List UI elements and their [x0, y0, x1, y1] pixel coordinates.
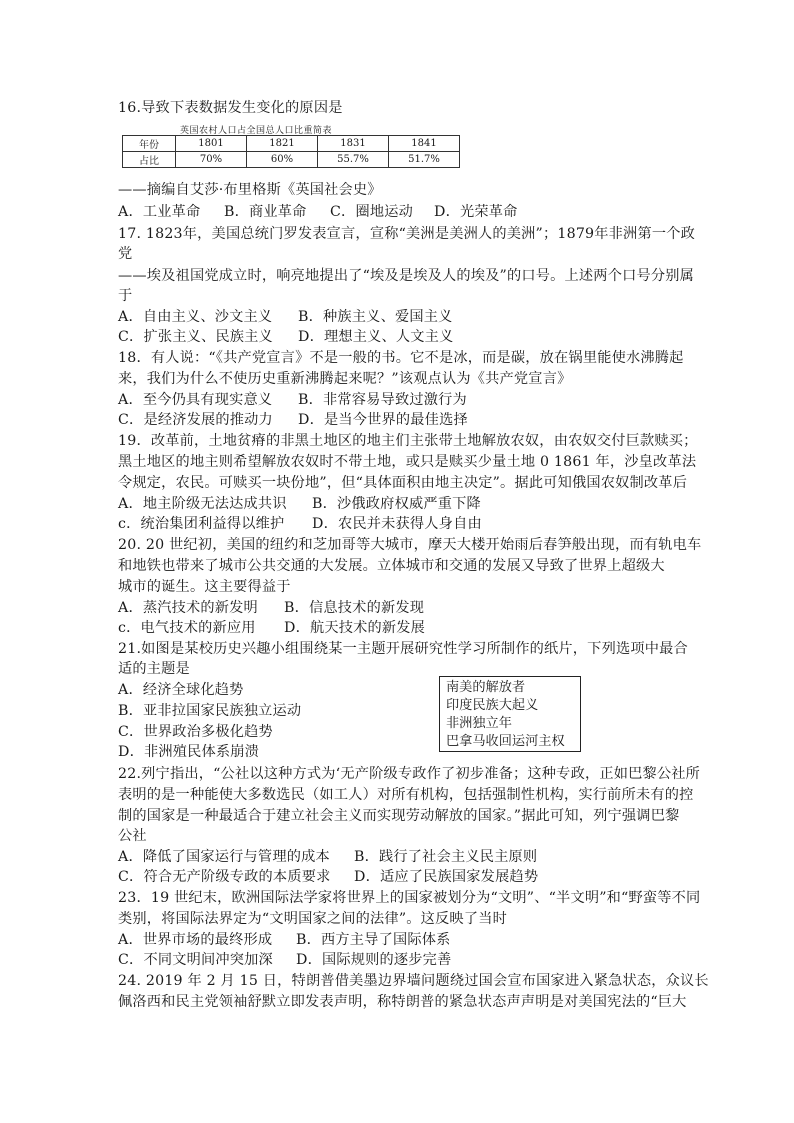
- q16-source: ——摘编自艾莎·布里格斯《英国社会史》: [118, 182, 382, 198]
- table-cell: 1801: [176, 136, 247, 152]
- table-cell: 1831: [318, 136, 389, 152]
- q23-option-a[interactable]: A．世界市场的最终形成: [118, 932, 273, 948]
- table-cell: 70%: [176, 152, 247, 168]
- q22-option-c[interactable]: C．符合无产阶级专政的本质要求: [118, 869, 331, 885]
- q20-option-a[interactable]: A．蒸汽技术的新发明: [118, 600, 258, 616]
- q17-line-4: 于: [118, 288, 133, 304]
- q19-line-2: 黑土地区的地主则希望解放农奴时不带土地，或只是赎买少量土地 0 1861 年，沙皇改革法: [118, 454, 697, 470]
- table-cell: 1841: [389, 136, 460, 152]
- q17-line-3: ——埃及祖国党成立时，响亮地提出了“埃及是埃及人的埃及”的口号。上述两个口号分别属: [118, 268, 695, 284]
- q18-line-1: 18．有人说：“《共产党宣言》不是一般的书。它不是冰，而是碳，放在锅里能使水沸腾起: [118, 350, 684, 366]
- q20-line-1: 20. 20 世纪初，美国的纽约和芝加哥等大城市，摩天大楼开始雨后春笋般出现，而有轨电车: [118, 537, 702, 553]
- q18-option-c[interactable]: C．是经济发展的推动力: [118, 412, 273, 428]
- q16-option-d[interactable]: D．光荣革命: [434, 204, 518, 220]
- q23-option-c[interactable]: C．不同文明间冲突加深: [118, 952, 273, 968]
- q16-data-table: [122, 135, 460, 168]
- note-line: 印度民族大起义: [446, 698, 539, 713]
- q22-option-d[interactable]: D．适应了民族国家发展趋势: [354, 869, 539, 885]
- table-cell: 60%: [247, 152, 318, 168]
- q19-option-c[interactable]: c．统治集团利益得以维护: [118, 516, 285, 532]
- q19-option-a[interactable]: A．地主阶级无法达成共识: [118, 496, 287, 512]
- note-line: 巴拿马收回运河主权: [446, 734, 565, 749]
- q17-options-row2: [118, 327, 453, 347]
- q17-option-d[interactable]: D．理想主义、人文主义: [298, 329, 454, 345]
- q17-line-1: 17. 1823年，美国总统门罗发表宣言，宣称“美洲是美洲人的美洲”；1879年非洲第一个政: [118, 226, 695, 242]
- q19-option-d[interactable]: D．农民并未获得人身自由: [312, 516, 482, 532]
- q18-option-b[interactable]: B．非常容易导致过激行为: [298, 392, 467, 408]
- q23-option-b[interactable]: B．西方主导了国际体系: [296, 932, 451, 948]
- q18-line-2: 来，我们为什么不使历史重新沸腾起来呢？”该观点认为《共产党宣言》: [118, 371, 572, 387]
- note-line: 非洲独立年: [446, 716, 512, 731]
- q22-option-b[interactable]: B．践行了社会主义民主原则: [354, 849, 538, 865]
- table-row: [123, 136, 460, 152]
- q24-line-2: 佩洛西和民主党领袖舒默立即发表声明，称特朗普的紧急状态声声明是对美国宪法的“巨大: [118, 994, 687, 1010]
- q21-line-1: 21.如图是某校历史兴趣小组围绕某一主题开展研究性学习所制作的纸片，下列选项中最合: [118, 641, 688, 657]
- q18-options-row1: [118, 390, 467, 410]
- q22-option-a[interactable]: A．降低了国家运行与管理的成本: [118, 849, 330, 865]
- q22-line-4: 公社: [118, 828, 147, 844]
- q17-option-c[interactable]: C．扩张主义、民族主义: [118, 329, 273, 345]
- q23-line-2: 类别，将国际法界定为“文明国家之间的法律”。这反映了当时: [118, 911, 507, 927]
- q22-options-row1: [118, 847, 537, 867]
- q16-option-a[interactable]: A．工业革命: [118, 204, 201, 220]
- q16-table-caption: 英国农村人口占全国总人口比重简表: [180, 126, 333, 136]
- q21-option-d[interactable]: D．非洲殖民体系崩溃: [118, 744, 260, 760]
- table-cell: 1821: [247, 136, 318, 152]
- q19-options-row2: [118, 514, 482, 534]
- q24-line-1: 24. 2019 年 2 月 15 日，特朗普借美墨边界墙问题绕过国会宣布国家进入紧急状态，众议长: [118, 973, 709, 989]
- q17-line-2: 党: [118, 246, 133, 262]
- q20-option-b[interactable]: B．信息技术的新发现: [284, 600, 425, 616]
- q21-line-2: 适的主题是: [118, 661, 190, 677]
- q22-options-row2: [118, 867, 538, 887]
- q20-option-d[interactable]: D．航天技术的新发展: [284, 620, 426, 636]
- q20-option-c[interactable]: c．电气技术的新应用: [118, 620, 256, 636]
- q20-line-3: 城市的诞生。这主要得益于: [118, 579, 291, 595]
- table-cell: 占比: [123, 152, 176, 168]
- q21-paper-note: [439, 676, 581, 752]
- q23-option-d[interactable]: D．国际规则的逐步完善: [296, 952, 452, 968]
- q21-option-a[interactable]: A．经济全球化趋势: [118, 682, 244, 698]
- q19-line-3: 令规定，农民。可赎买一块份地”，但“具体面积由地主决定”。据此可知俄国农奴制改革后: [118, 475, 688, 491]
- q20-options-row1: [118, 598, 424, 618]
- q16-stem: 16.导致下表数据发生变化的原因是: [118, 100, 343, 116]
- q20-line-2: 和地铁也带来了城市公共交通的大发展。立体城市和交通的发展又导致了世界上超级大: [118, 558, 665, 574]
- q16-options: [118, 202, 518, 222]
- q22-line-3: 制的国家是一种最适合于建立社会主义而实现劳动解放的国家。”据此可知，列宁强调巴黎: [118, 808, 680, 824]
- q16-option-b[interactable]: B．商业革命: [224, 204, 307, 220]
- q22-line-1: 22.列宁指出，“公社以这种方式为‘无产阶级专政作了初步准备；这种专政，正如巴黎公社所: [118, 766, 701, 782]
- q19-option-b[interactable]: B．沙俄政府权威严重下降: [312, 496, 481, 512]
- q23-options-row2: [118, 950, 451, 970]
- q17-options-row1: [118, 307, 453, 327]
- q21-option-c[interactable]: C．世界政治多极化趋势: [118, 724, 273, 740]
- q23-line-1: 23．19 世纪末，欧洲国际法学家将世界上的国家被划分为“文明”、“半文明”和“野蛮等不同: [118, 890, 701, 906]
- q17-option-a[interactable]: A．自由主义、沙文主义: [118, 309, 273, 325]
- q22-line-2: 表明的是一种能使大多数选民（如工人）对所有机构，包括强制性机构，实行前所未有的控: [118, 787, 694, 803]
- q16-option-c[interactable]: C．圈地运动: [330, 204, 413, 220]
- table-cell: 51.7%: [389, 152, 460, 168]
- q18-option-a[interactable]: A．至今仍具有现实意义: [118, 392, 273, 408]
- table-cell: 55.7%: [318, 152, 389, 168]
- q20-options-row2: [118, 618, 425, 638]
- q18-option-d[interactable]: D．是当今世界的最佳选择: [298, 412, 468, 428]
- q21-option-b[interactable]: B．亚非拉国家民族独立运动: [118, 703, 302, 719]
- q17-option-b[interactable]: B．种族主义、爱国主义: [298, 309, 453, 325]
- q19-line-1: 19．改革前，土地贫瘠的非黑土地区的地主们主张带土地解放农奴，由农奴交付巨款赎买；: [118, 433, 698, 449]
- q19-options-row1: [118, 494, 481, 514]
- note-line: 南美的解放者: [446, 680, 526, 695]
- table-row: [123, 152, 460, 168]
- q18-options-row2: [118, 410, 468, 430]
- q23-options-row1: [118, 930, 451, 950]
- table-cell: 年份: [123, 136, 176, 152]
